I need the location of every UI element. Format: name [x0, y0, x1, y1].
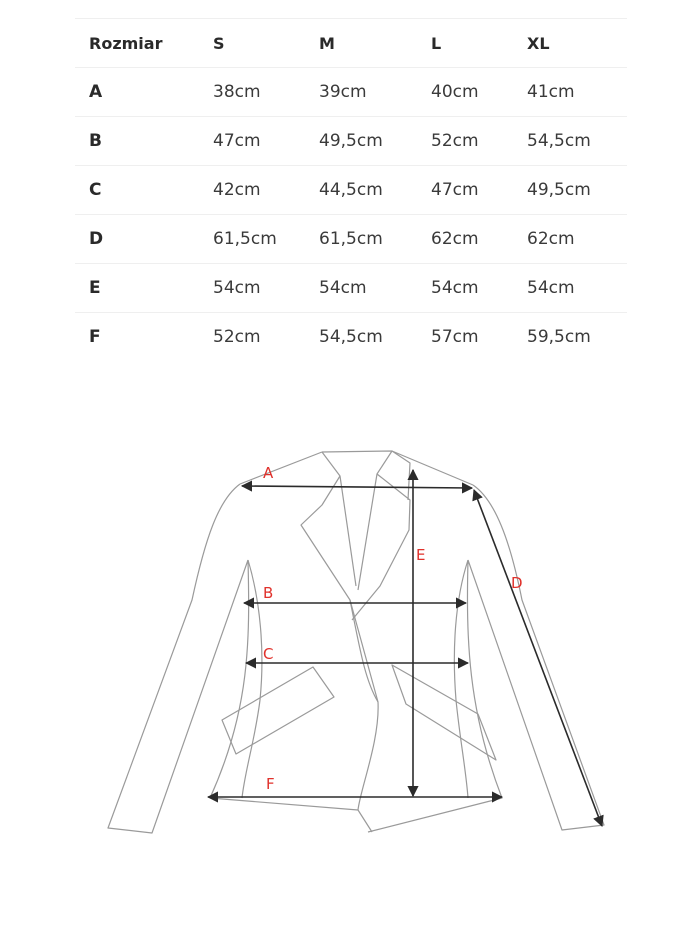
table-cell: 54cm — [199, 264, 305, 313]
table-cell: 62cm — [513, 215, 627, 264]
table-cell: 62cm — [417, 215, 513, 264]
table-cell: 61,5cm — [199, 215, 305, 264]
table-cell: 61,5cm — [305, 215, 417, 264]
table-cell: 41cm — [513, 68, 627, 117]
table-cell: 47cm — [199, 117, 305, 166]
table-cell: 54,5cm — [305, 313, 417, 362]
table-cell: 49,5cm — [305, 117, 417, 166]
label-c: C — [263, 645, 274, 663]
label-e: E — [416, 546, 426, 564]
jacket-measurement-diagram — [0, 420, 700, 850]
table-cell: 52cm — [199, 313, 305, 362]
size-table — [75, 18, 627, 361]
table-cell: 52cm — [417, 117, 513, 166]
table-row — [75, 215, 627, 264]
table-cell: 47cm — [417, 166, 513, 215]
row-label: D — [75, 215, 199, 264]
row-label: E — [75, 264, 199, 313]
table-cell: 44,5cm — [305, 166, 417, 215]
table-header-row — [75, 19, 627, 68]
table-cell: 39cm — [305, 68, 417, 117]
label-b: B — [263, 584, 274, 602]
table-cell: 42cm — [199, 166, 305, 215]
table-cell: 54,5cm — [513, 117, 627, 166]
label-a: A — [263, 464, 274, 482]
table-row — [75, 117, 627, 166]
row-label: A — [75, 68, 199, 117]
header-l: L — [417, 19, 513, 68]
arrow-d — [474, 490, 602, 826]
table-row — [75, 68, 627, 117]
row-label: B — [75, 117, 199, 166]
table-cell: 38cm — [199, 68, 305, 117]
table-row — [75, 166, 627, 215]
jacket-outline — [108, 451, 604, 833]
row-label: F — [75, 313, 199, 362]
label-d: D — [511, 574, 523, 592]
table-cell: 54cm — [513, 264, 627, 313]
table-cell: 49,5cm — [513, 166, 627, 215]
header-xl: XL — [513, 19, 627, 68]
table-cell: 59,5cm — [513, 313, 627, 362]
header-size: Rozmiar — [75, 19, 199, 68]
table-cell: 54cm — [417, 264, 513, 313]
table-cell: 40cm — [417, 68, 513, 117]
row-label: C — [75, 166, 199, 215]
table-cell: 54cm — [305, 264, 417, 313]
table-row — [75, 264, 627, 313]
table-cell: 57cm — [417, 313, 513, 362]
arrow-a — [242, 486, 472, 488]
table-row — [75, 313, 627, 362]
header-s: S — [199, 19, 305, 68]
header-m: M — [305, 19, 417, 68]
label-f: F — [266, 775, 275, 793]
